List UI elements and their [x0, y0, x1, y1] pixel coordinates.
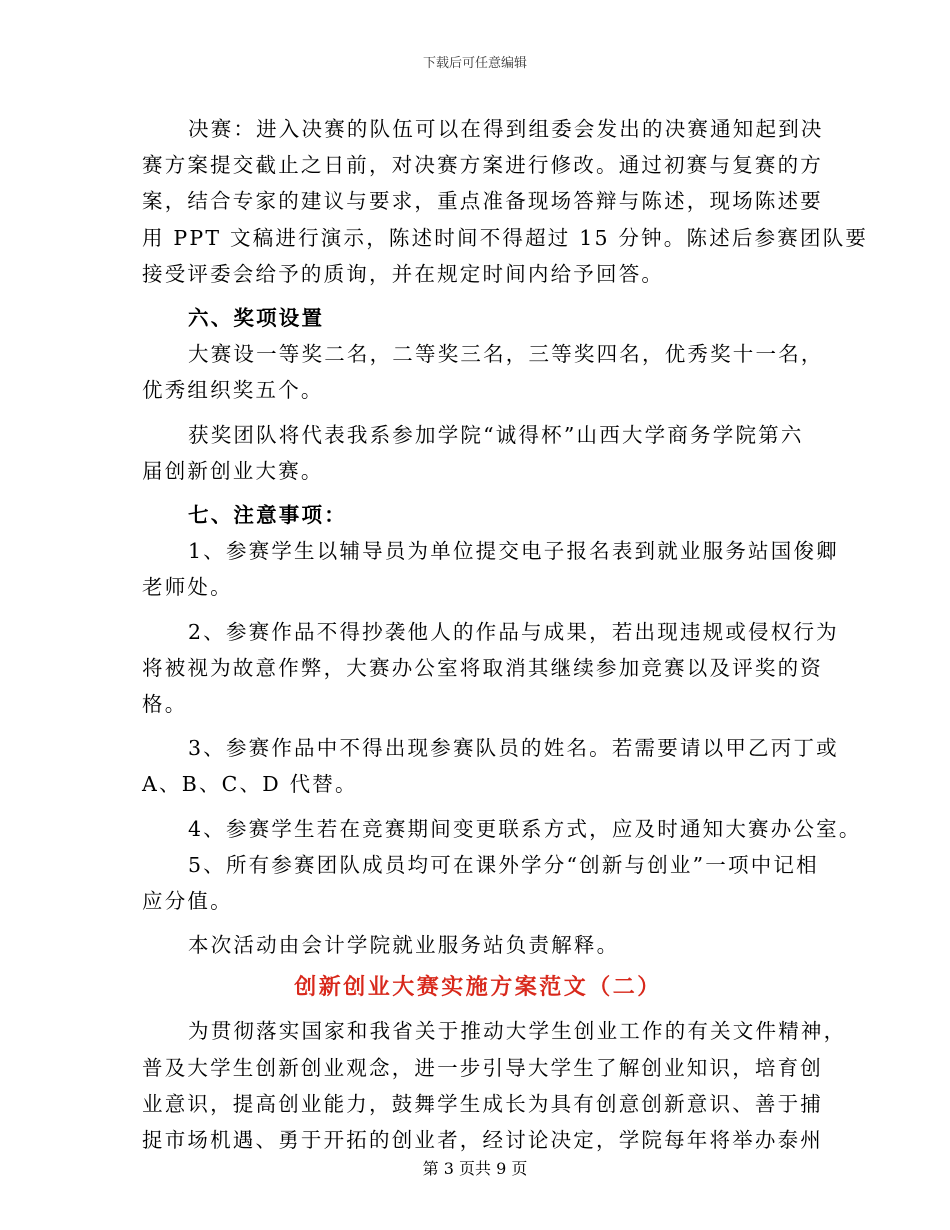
awards-paragraph: 大赛设一等奖二名，二等奖三名，三等奖四名，优秀奖十一名， 优秀组织奖五个。 [142, 342, 824, 403]
second-document-title: 创新创业大赛实施方案范文（二） [294, 974, 662, 1001]
section-heading-awards: 六、奖项设置 [188, 306, 325, 331]
note-item-4: 4、参赛学生若在竞赛期间变更联系方式，应及时通知大赛办公室。 [188, 816, 862, 841]
final-round-paragraph: 决赛：进入决赛的队伍可以在得到组委会发出的决赛通知起到决 赛方案提交截止之日前，对决赛方案进行修改。通过初赛与复赛的方 案，结合专家的建议与要求，重点准备现场答辩与陈述，现场陈述要 用 PPT 文稿进行演示，陈述时间不得超过 15 分钟。陈述后参赛团队要 接受评委会给予的质询，并在规定时间内给予回答。 [142, 117, 869, 286]
closing-statement: 本次活动由会计学院就业服务站负责解释。 [188, 933, 620, 958]
body-text [142, 111, 869, 1158]
note-item-1: 1、参赛学生以辅导员为单位提交电子报名表到就业服务站国俊卿 老师处。 [142, 539, 839, 600]
section-heading-notes: 七、注意事项： [188, 503, 347, 528]
note-item-3: 3、参赛作品中不得出现参赛队员的姓名。若需要请以甲乙丙丁或 A、B、C、D 代替。 [142, 736, 839, 797]
note-item-2: 2、参赛作品不得抄袭他人的作品与成果，若出现违规或侵权行为 将被视为故意作弊，大赛办公室将取消其继续参加竞赛以及评奖的资 格。 [142, 619, 839, 717]
running-header: 下载后可任意编辑 [422, 56, 527, 71]
award-representation-paragraph: 获奖团队将代表我系参加学院“诚得杯”山西大学商务学院第六 届创新创业大赛。 [142, 422, 804, 483]
note-item-5: 5、所有参赛团队成员均可在课外学分“创新与创业”一项中记相 应分值。 [142, 852, 819, 914]
second-document-intro: 为贯彻落实国家和我省关于推动大学生创业工作的有关文件精神， 普及大学生创新创业观念，进一步引导大学生了解创业知识，培育创 业意识，提高创业能力，鼓舞学生成长为具有创意创新意识、善于捕 捉市场机遇、勇于开拓的创业者，经讨论决定，学院每年将举办泰州 [142, 1019, 847, 1153]
page-number-footer: 第 3 页共 9 页 [422, 1159, 528, 1178]
